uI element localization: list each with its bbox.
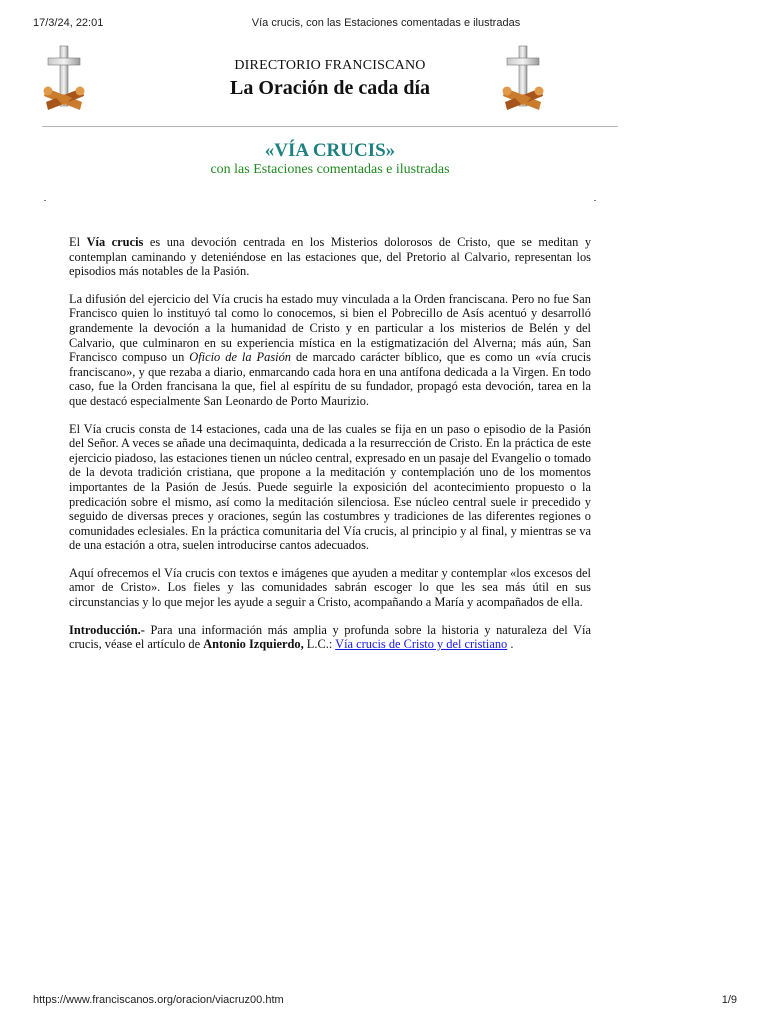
article-body xyxy=(69,235,591,665)
text-run: es una devoción centrada en los Misterios dolorosos de Cristo, que se meditan y contemplan caminando y deteniéndose en las estaciones que, del Pretorio al Calvario, representan los episodios más notables de la Pasión. xyxy=(69,235,592,279)
header-divider xyxy=(42,126,618,127)
paragraph-history xyxy=(69,292,591,409)
print-page-title: Vía crucis, con las Estaciones comentadas e ilustradas xyxy=(251,17,521,29)
article-subtitle: con las Estaciones comentadas e ilustradas xyxy=(210,162,450,177)
bold-term: Introducción.- xyxy=(69,622,145,637)
print-url: https://www.franciscanos.org/oracion/viacruz00.htm xyxy=(33,994,284,1006)
text-run: El xyxy=(69,235,87,249)
separator-dot xyxy=(44,200,46,201)
print-datetime: 17/3/24, 22:01 xyxy=(33,17,104,29)
text-run: L.C.: xyxy=(303,637,336,652)
bold-term: Vía crucis xyxy=(86,235,144,249)
paragraph-intro xyxy=(69,235,591,279)
italic-term: Oficio de la Pasión xyxy=(189,350,291,365)
article-title: «VÍA CRUCIS» xyxy=(264,140,396,161)
print-footer xyxy=(33,994,737,1008)
section-title: La Oración de cada día xyxy=(229,77,430,99)
paragraph-offer: Aquí ofrecemos el Vía crucis con textos e imágenes que ayuden a meditar y contemplar «los excesos del amor de Cristo». Los fieles y las comunidades sabrán escoger lo que les sea más útil en sus circunstancias y lo que mejor les ayude a seguir a Cristo, acompañando a María y acompañados de ella. xyxy=(69,565,591,610)
page-number: 1/9 xyxy=(721,994,737,1006)
text-run: de marcado carácter bíblico, que es como un «vía crucis franciscano», y que rezaba a diario, enmarcando cada hora en una antífona dedicada a la Virgen. En todo caso, fue la Orden francisana la que, fiel al espíritu de su fundador, propagó esta devoción, tarea en la que destacó especialmente San Leonardo de Porto Maurizio. xyxy=(69,350,591,408)
author-name: Antonio Izquierdo, xyxy=(203,637,304,652)
text-run: La difusión del ejercicio del Vía crucis ha estado muy vinculada a la Orden franciscana. Pero no fue San Francisco quien lo instituyó tal como lo conocemos, si bien el Pobrecillo de Asís acentuó y desarrolló grandemente la devoción a la humanidad de Cristo y en particular a los misterios de Belén y del Calvario, que culminaron en su experiencia mística en la estigmatización del Alverna; más aún, San Francisco compuso un xyxy=(69,291,591,365)
text-run: . xyxy=(507,637,514,652)
text-run: Para una información más amplia y profunda sobre la historia y naturaleza del Vía crucis, véase el artículo de xyxy=(69,622,591,652)
paragraph-stations: El Vía crucis consta de 14 estaciones, cada una de las cuales se fija en un paso o episodio de la Pasión del Señor. A veces se añade una decimaquinta, dedicada a la resurrección de Cristo. En la práctica de este ejercicio piadoso, las estaciones tienen un núcleo central, expresado en un pasaje del Evangelio o tomado de la devota tradición cristiana, que propone a la meditación y contemplación uno de los momentos importantes de la Pasión de Jesús. Puede seguirle la exposición del acontecimiento propuesto o la predicación sobre el mismo, así como la meditación silenciosa. Ese núcleo central suele ir precedido y seguido de diversas preces y oraciones, según las costumbres y tradiciones de las diferentes regiones o comunidades eclesiales. En la práctica comunitaria del Vía crucis, al principio y al final, y mientras se va de una estación a otra, suelen introducirse cantos adecuados. xyxy=(69,421,591,553)
separator-dot xyxy=(594,200,596,201)
directory-label: DIRECTORIO FRANCISCANO xyxy=(234,58,426,73)
print-header xyxy=(33,17,739,31)
site-header xyxy=(130,58,530,100)
paragraph-introduction xyxy=(69,623,591,652)
franciscan-cross-emblem-icon xyxy=(40,44,88,116)
article-link[interactable]: Vía crucis de Cristo y del cristiano xyxy=(335,637,508,652)
